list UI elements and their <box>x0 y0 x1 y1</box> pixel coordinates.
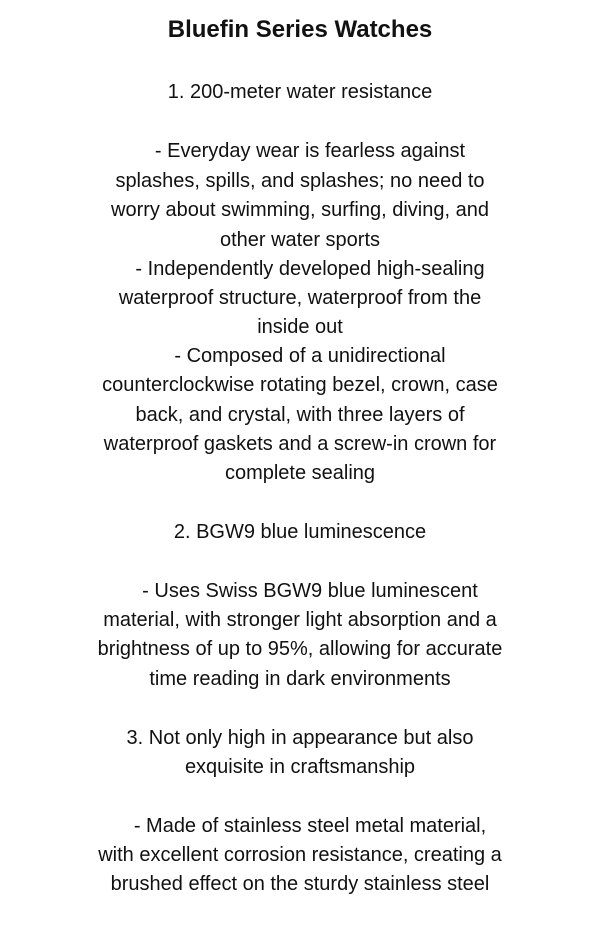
body-line: worry about swimming, surfing, diving, and <box>111 199 489 221</box>
section-heading: 3. Not only high in appearance but also <box>126 727 474 749</box>
body-line: complete sealing <box>224 462 376 484</box>
section-heading: exquisite in craftsmanship <box>184 756 416 778</box>
body-line: - Everyday wear is fearless against <box>154 140 466 162</box>
body-line: other water sports <box>219 229 381 251</box>
body-line: waterproof gaskets and a screw-in crown for <box>103 433 497 455</box>
body-line: time reading in dark environments <box>149 668 451 690</box>
body-line: back, and crystal, with three layers of <box>135 404 465 426</box>
body-line: inside out <box>257 316 343 338</box>
body-line: counterclockwise rotating bezel, crown, case <box>102 374 498 396</box>
body-line: material, with stronger light absorption and a <box>103 609 497 631</box>
body-line: brushed effect on the sturdy stainless steel <box>110 873 490 895</box>
body-line: splashes, spills, and splashes; no need to <box>115 170 485 192</box>
section-heading: 1. 200-meter water resistance <box>167 81 433 103</box>
body-line: with excellent corrosion resistance, creating a <box>98 844 502 866</box>
body-line: - Independently developed high-sealing <box>135 258 485 280</box>
section-heading: 2. BGW9 blue luminescence <box>173 521 427 543</box>
body-line: - Made of stainless steel metal material, <box>133 815 487 837</box>
body-line: - Composed of a unidirectional <box>174 345 446 367</box>
document-title: Bluefin Series Watches <box>167 16 433 43</box>
body-line: waterproof structure, waterproof from the <box>118 287 482 309</box>
body-line: brightness of up to 95%, allowing for accurate <box>97 638 503 660</box>
body-line: - Uses Swiss BGW9 blue luminescent <box>142 580 478 602</box>
